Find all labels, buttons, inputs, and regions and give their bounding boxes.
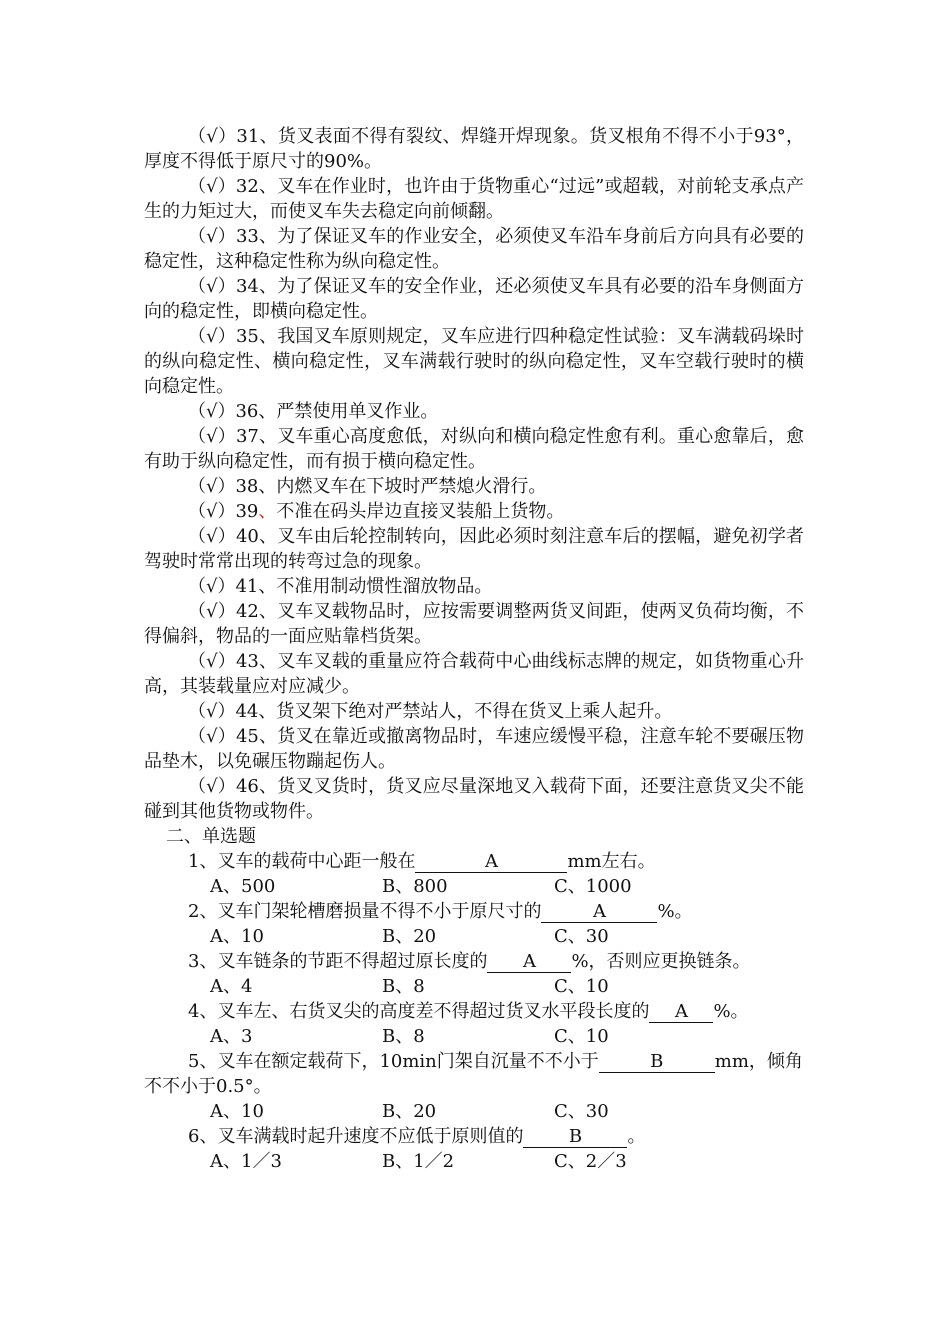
judgement-item: （√）45、货叉在靠近或撤离物品时，车速应缓慢平稳，注意车轮不要碾压物品垫木，以免碾压物蹦起伤人。 — [144, 726, 805, 772]
judgement-item: （√）39、不准在码头岸边直接叉装船上货物。 — [188, 501, 565, 522]
option: B、1／2 — [382, 1151, 455, 1172]
options-row — [144, 974, 804, 999]
option: C、2／3 — [554, 1151, 627, 1172]
option: A、4 — [210, 976, 253, 997]
question: 6、叉车满载时起升速度不应低于原则值的 B 。 — [188, 1126, 646, 1147]
answer-blank: B — [599, 1052, 715, 1073]
judgement-item: （√）44、货叉架下绝对严禁站人，不得在货叉上乘人起升。 — [188, 701, 673, 722]
judgement-item: （√）41、不准用制动惯性溜放物品。 — [188, 576, 493, 597]
option: A、1／3 — [210, 1151, 282, 1172]
option: C、30 — [554, 1101, 609, 1122]
option: A、500 — [210, 876, 276, 897]
option: C、1000 — [554, 876, 632, 897]
answer-blank: B — [523, 1127, 627, 1148]
judgement-item: （√）43、叉车叉载的重量应符合载荷中心曲线标志牌的规定，如货物重心升高，其装载量应对应减少。 — [144, 651, 805, 697]
judgement-item: （√）31、货叉表面不得有裂纹、焊缝开焊现象。货叉根角不得不小于93°，厚度不得低于原尺寸的90%。 — [144, 126, 805, 172]
judgement-item: （√）33、为了保证叉车的作业安全，必须使叉车沿车身前后方向具有必要的稳定性，这种稳定性称为纵向稳定性。 — [144, 226, 805, 272]
question: 5、叉车在额定载荷下，10min门架自沉量不不小于 B mm，倾角不不小于0.5°。 — [144, 1051, 803, 1097]
options-row — [144, 924, 804, 949]
option: B、20 — [382, 926, 437, 947]
judgement-item: （√）37、叉车重心高度愈低，对纵向和横向稳定性愈有利。重心愈靠后，愈有助于纵向稳定性，而有损于横向稳定性。 — [144, 426, 805, 472]
document-body — [144, 124, 804, 1174]
question: 4、叉车左、右货叉尖的高度差不得超过货叉水平段长度的 A %。 — [188, 1001, 749, 1022]
option: B、8 — [382, 1026, 425, 1047]
option: A、3 — [210, 1026, 253, 1047]
option: A、10 — [210, 1101, 264, 1122]
option: C、10 — [554, 1026, 609, 1047]
answer-blank: A — [415, 852, 567, 873]
option: B、8 — [382, 976, 425, 997]
section-heading: 二、单选题 — [166, 826, 256, 847]
judgement-item: （√）35、我国叉车原则规定，叉车应进行四种稳定性试验：叉车满载码垛时的纵向稳定性、横向稳定性，叉车满载行驶时的纵向稳定性，叉车空载行驶时的横向稳定性。 — [144, 326, 805, 397]
options-row — [144, 874, 804, 899]
question: 1、叉车的载荷中心距一般在 A mm左右。 — [188, 851, 656, 872]
answer-blank: A — [487, 952, 571, 973]
judgement-item: （√）46、货叉叉货时，货叉应尽量深地叉入载荷下面，还要注意货叉尖不能碰到其他货物或物件。 — [144, 776, 805, 822]
judgement-item: （√）32、叉车在作业时，也许由于货物重心“过远”或超载，对前轮支承点产生的力矩过大，而使叉车失去稳定向前倾翻。 — [144, 176, 805, 222]
answer-blank: A — [541, 902, 657, 923]
judgement-item: （√）34、为了保证叉车的安全作业，还必须使叉车具有必要的沿车身侧面方向的稳定性，即横向稳定性。 — [144, 276, 805, 322]
answer-blank: A — [649, 1002, 713, 1023]
judgement-item: （√）40、叉车由后轮控制转向，因此必须时刻注意车后的摆幅，避免初学者驾驶时常常出现的转弯过急的现象。 — [144, 526, 805, 572]
question: 2、叉车门架轮槽磨损量不得不小于原尺寸的 A %。 — [188, 901, 693, 922]
option: C、10 — [554, 976, 609, 997]
option: B、800 — [382, 876, 448, 897]
option: C、30 — [554, 926, 609, 947]
judgement-item: （√）42、叉车叉载物品时，应按需要调整两货叉间距，使两叉负荷均衡，不得偏斜，物品的一面应贴靠档货架。 — [144, 601, 805, 647]
option: A、10 — [210, 926, 264, 947]
option: B、20 — [382, 1101, 437, 1122]
options-row — [144, 1099, 804, 1124]
question: 3、叉车链条的节距不得超过原长度的 A %，否则应更换链条。 — [188, 951, 751, 972]
options-row — [144, 1149, 804, 1174]
judgement-item: （√）38、内燃叉车在下坡时严禁熄火滑行。 — [188, 476, 547, 497]
red-mark: 、 — [258, 501, 277, 522]
judgement-item: （√）36、严禁使用单叉作业。 — [188, 401, 439, 422]
options-row — [144, 1024, 804, 1049]
